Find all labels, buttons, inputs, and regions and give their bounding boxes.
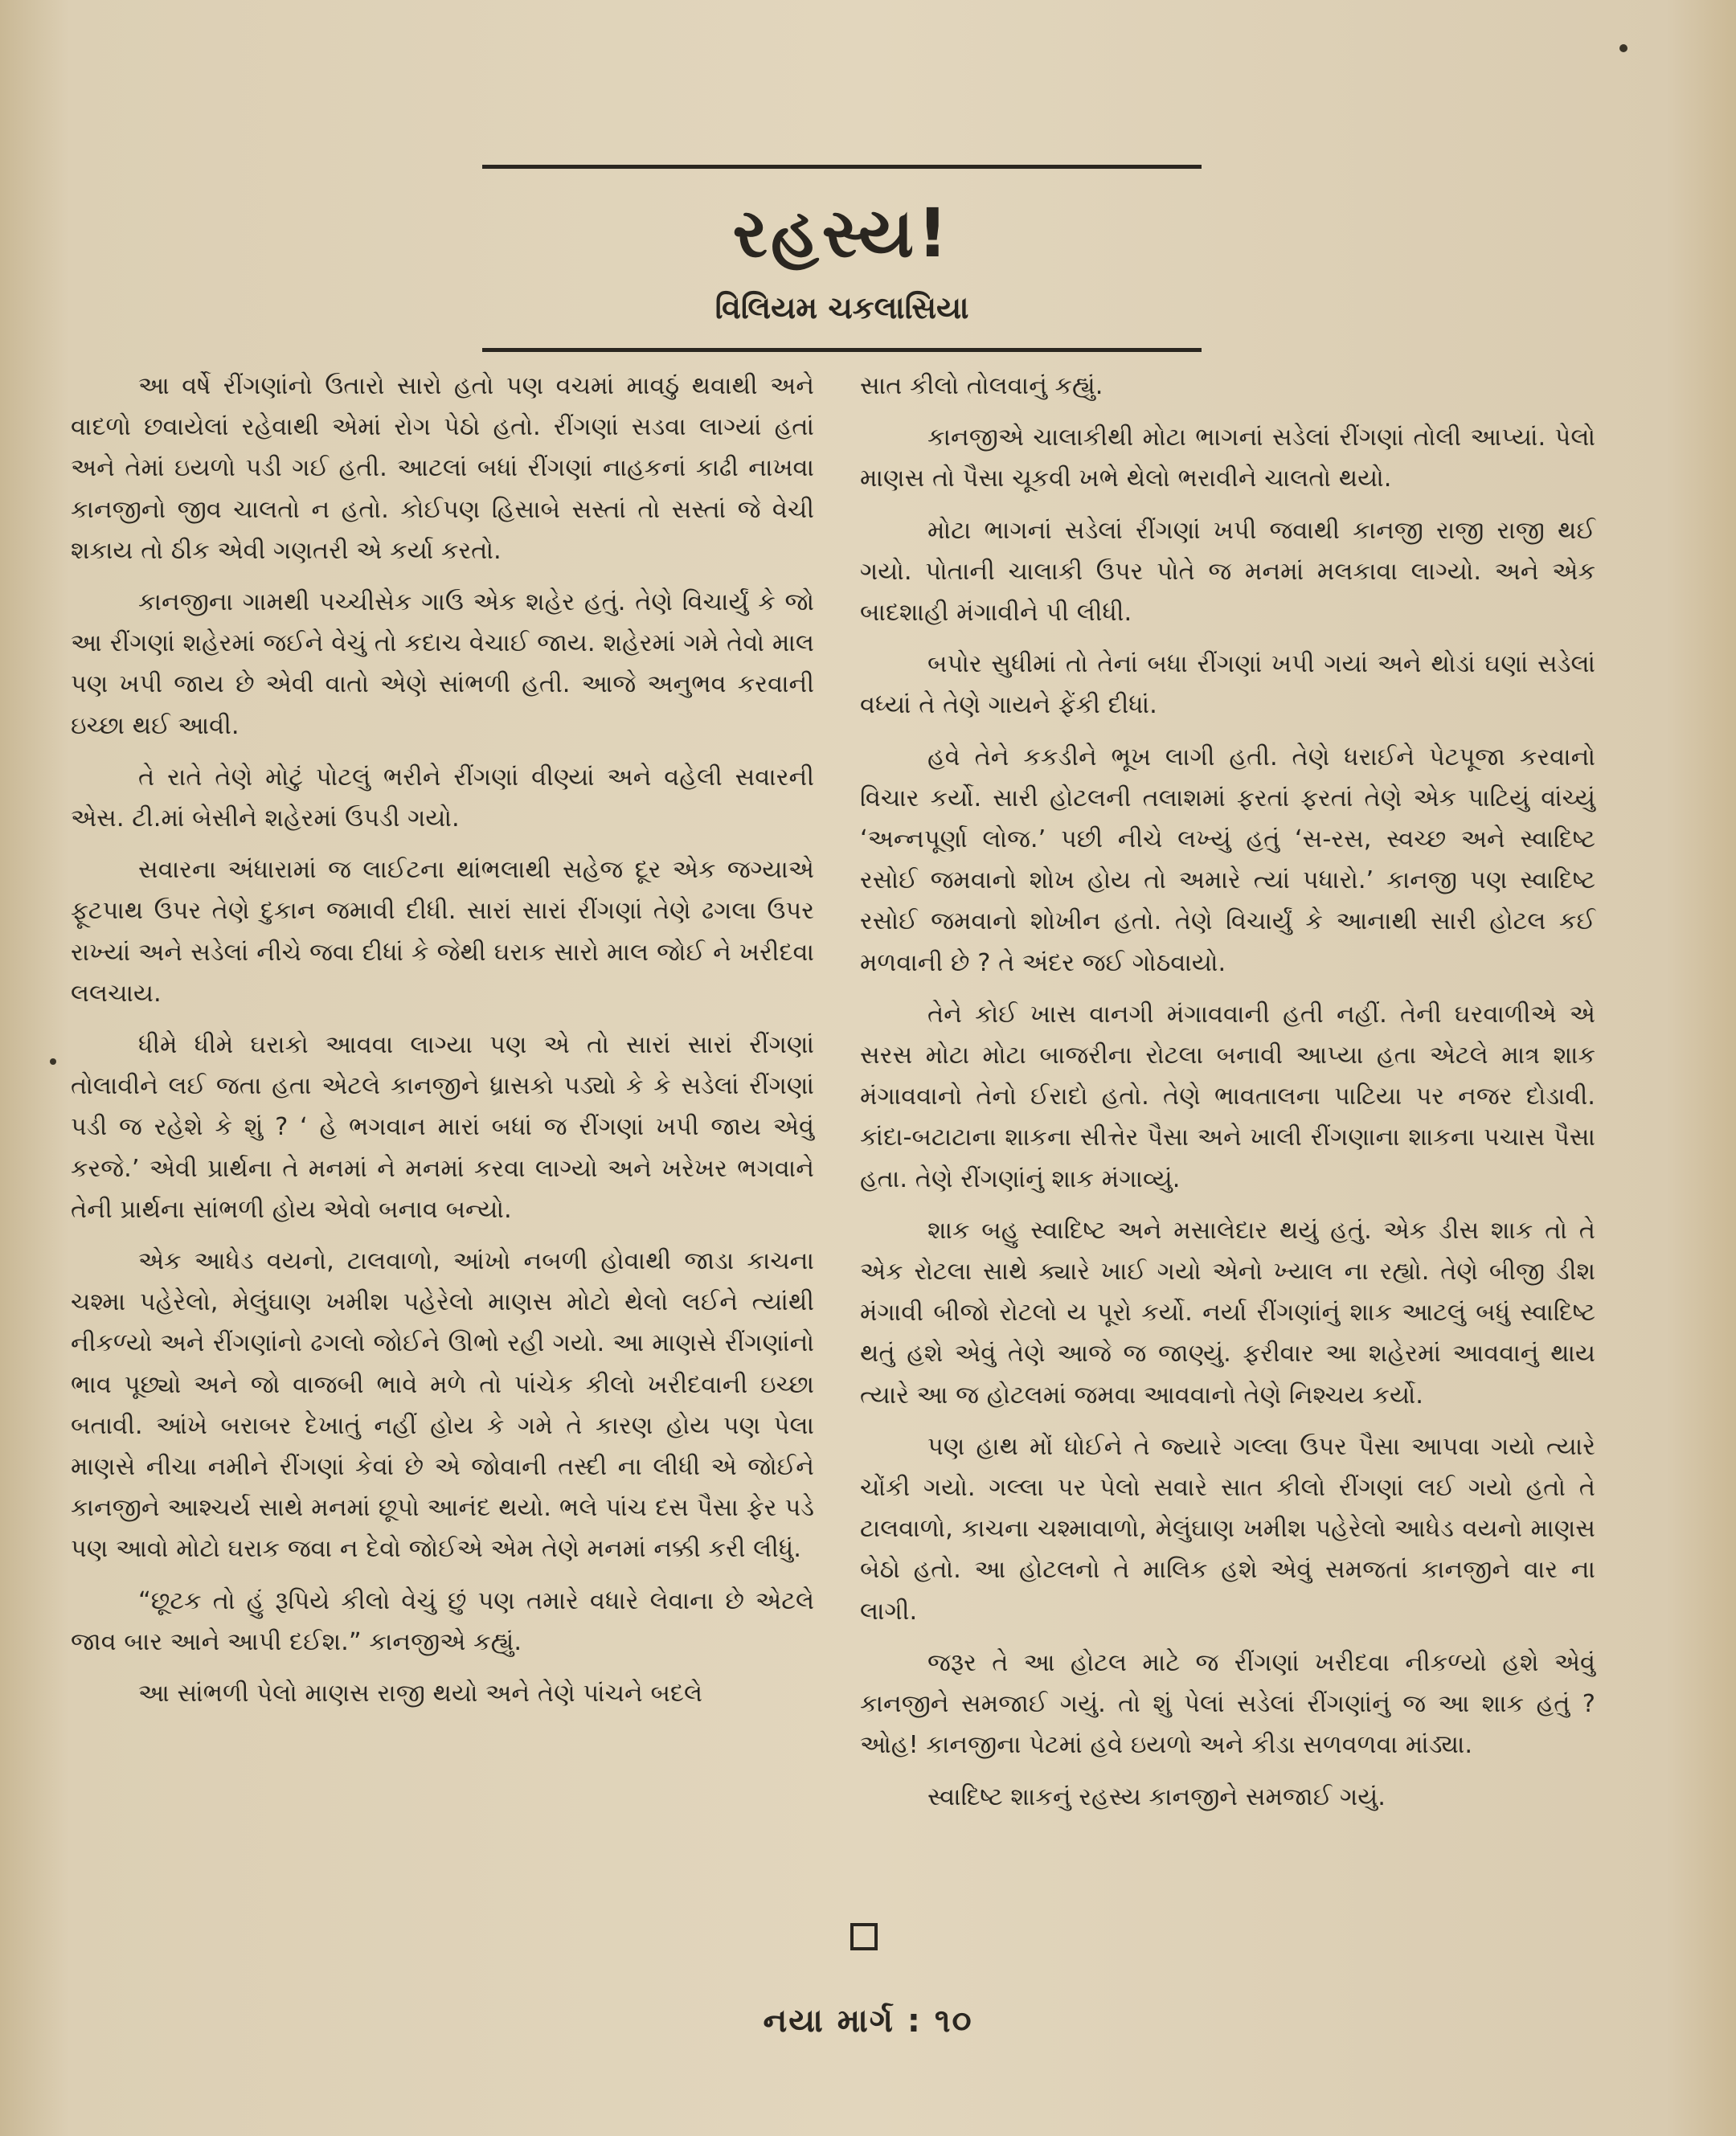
paragraph: શાક બહુ સ્વાદિષ્ટ અને મસાલેદાર થયું હતું. એક ડીસ શાક તો તે એક રોટલા સાથે ક્યારે ખાઈ ગયો એનો ખ્યાલ ના રહ્યો. તેણે બીજી ડીશ મંગાવી બીજો રોટલો ય પૂરો કર્યો. નર્યા રીંગણાંનું શાક આટલું બધું સ્વાદિષ્ટ થતું હશે એવું તેણે આજે જ જાણ્યું. ફરીવાર આ શહેરમાં આવવાનું થાય ત્યારે આ જ હોટલમાં જમવા આવવાનો તેણે નિશ્ચય કર્યો. (860, 1216, 1595, 1410)
article-author: વિલિયમ ચકલાસિયા (714, 290, 969, 325)
paragraph: “છૂટક તો હું રૂપિયે કીલો વેચું છું પણ તમારે વધારે લેવાના છે એટલે જાવ બાર આને આપી દઈશ.” કાનજીએ કહ્યું. (71, 1586, 814, 1656)
paragraph: ધીમે ધીમે ઘરાકો આવવા લાગ્યા પણ એ તો સારાં સારાં રીંગણાં તોલાવીને લઈ જતા હતા એટલે કાનજીને ધ્રાસકો પડ્યો કે કે સડેલાં રીંગણાં પડી જ રહેશે કે શું ? ‘ હે ભગવાન મારાં બધાં જ રીંગણાં ખપી જાય એવું કરજે.’ એવી પ્રાર્થના તે મનમાં ને મનમાં કરવા લાગ્યો અને ખરેખર ભગવાને તેની પ્રાર્થના સાંભળી હોય એવો બનાવ બન્યો. (71, 1031, 814, 1224)
paragraph: કાનજીના ગામથી પચ્ચીસેક ગાઉ એક શહેર હતું. તેણે વિચાર્યું કે જો આ રીંગણાં શહેરમાં જઈને વેચું તો કદાચ વેચાઈ જાય. શહેરમાં ગમે તેવો માલ પણ ખપી જાય છે એવી વાતો એણે સાંભળી હતી. આજે અનુભવ કરવાની ઇચ્છા થઈ આવી. (71, 588, 814, 740)
paragraph: આ સાંભળી પેલો માણસ રાજી થયો અને તેણે પાંચને બદલે (138, 1680, 703, 1708)
paragraph: જરૂર તે આ હોટલ માટે જ રીંગણાં ખરીદવા નીકળ્યો હશે એવું કાનજીને સમજાઈ ગયું. તો શું પેલાં સડેલાં રીંગણાંનું જ આ શાક હતું ? ઓહ! કાનજીના પેટમાં હવે ઇયળો અને કીડા સળવળવા માંડ્યા. (860, 1648, 1595, 1760)
paragraph-continuation: સાત કીલો તોલવાનું કહ્યું. (860, 372, 1103, 400)
left-text-column (71, 366, 814, 1725)
corner-speck (1619, 44, 1628, 52)
margin-speck (50, 1058, 56, 1065)
page-footer: નયા માર્ગ : ૧૦ (763, 2003, 973, 2040)
paragraph: મોટા ભાગનાં સડેલાં રીંગણાં ખપી જવાથી કાનજી રાજી રાજી થઈ ગયો. પોતાની ચાલાકી ઉપર પોતે જ મનમાં મલકાવા લાગ્યો. અને એક બાદશાહી મંગાવીને પી લીધી. (860, 516, 1595, 628)
paragraph: આ વર્ષે રીંગણાંનો ઉતારો સારો હતો પણ વચમાં માવઠું થવાથી અને વાદળો છવાયેલાં રહેવાથી એમાં રોગ પેઠો હતો. રીંગણાં સડવા લાગ્યાં હતાં અને તેમાં ઇયળો પડી ગઈ હતી. આટલાં બધાં રીંગણાં નાહકનાં કાઢી નાખવા કાનજીનો જીવ ચાલતો ન હતો. કોઈપણ હિસાબે સસ્તાં તો સસ્તાં જે વેચી શકાય તો ઠીક એવી ગણતરી એ કર્યા કરતો. (71, 372, 814, 565)
title-bottom-rule (482, 348, 1202, 352)
end-of-article-square-icon (850, 1923, 878, 1950)
paragraph: તે રાતે તેણે મોટું પોટલું ભરીને રીંગણાં વીણ્યાં અને વહેલી સવારની એસ. ટી.માં બેસીને શહેરમાં ઉપડી ગયો. (71, 763, 814, 833)
paragraph: કાનજીએ ચાલાકીથી મોટા ભાગનાં સડેલાં રીંગણાં તોલી આપ્યાં. પેલો માણસ તો પૈસા ચૂકવી ખભે થેલો ભરાવીને ચાલતો થયો. (860, 424, 1595, 493)
right-text-column (860, 366, 1595, 1828)
article-title: રહસ્ય! (732, 194, 952, 272)
paragraph: એક આધેડ વયનો, ટાલવાળો, આંખો નબળી હોવાથી જાડા કાચના ચશ્મા પહેરેલો, મેલુંઘાણ ખમીશ પહેરેલો માણસ મોટો થેલો લઈને ત્યાંથી નીકળ્યો અને રીંગણાંનો ઢગલો જોઈને ઊભો રહી ગયો. આ માણસે રીંગણાંનો ભાવ પૂછ્યો અને જો વાજબી ભાવે મળે તો પાંચેક કીલો ખરીદવાની ઇચ્છા બતાવી. આંખે બરાબર દેખાતું નહીં હોય કે ગમે તે કારણ હોય પણ પેલા માણસે નીચા નમીને રીંગણાં કેવાં છે એ જોવાની તસ્દી ના લીધી એ જોઈને કાનજીને આશ્ચર્ય સાથે મનમાં છૂપો આનંદ થયો. ભલે પાંચ દસ પૈસા ફેર પડે પણ આવો મોટો ઘરાક જવા ન દેવો જોઈએ એમ તેણે મનમાં નક્કી કરી લીધું. (71, 1247, 814, 1564)
paragraph: તેને કોઈ ખાસ વાનગી મંગાવવાની હતી નહીં. તેની ઘરવાળીએ એ સરસ મોટા મોટા બાજરીના રોટલા બનાવી આપ્યા હતા એટલે માત્ર શાક મંગાવવાનો તેનો ઈરાદો હતો. તેણે ભાવતાલના પાટિયા પર નજર દોડાવી. કાંદા-બટાટાના શાકના સીત્તેર પૈસા અને ખાલી રીંગણાના શાકના પચાસ પૈસા હતા. તેણે રીંગણાંનું શાક મંગાવ્યું. (860, 1000, 1595, 1193)
paragraph: બપોર સુધીમાં તો તેનાં બધા રીંગણાં ખપી ગયાં અને થોડાં ઘણાં સડેલાં વધ્યાં તે તેણે ગાયને ફેંકી દીધાં. (860, 650, 1595, 720)
paragraph: સ્વાદિષ્ટ શાકનું રહસ્ય કાનજીને સમજાઈ ગયું. (927, 1782, 1386, 1811)
paragraph: સવારના અંધારામાં જ લાઈટના થાંભલાથી સહેજ દૂર એક જગ્યાએ ફૂટપાથ ઉપર તેણે દુકાન જમાવી દીધી. સારાં સારાં રીંગણાં તેણે ઢગલા ઉપર રાખ્યાં અને સડેલાં નીચે જવા દીધાં કે જેથી ઘરાક સારો માલ જોઈ ને ખરીદવા લલચાય. (71, 856, 814, 1008)
paragraph: પણ હાથ મોં ધોઈને તે જ્યારે ગલ્લા ઉપર પૈસા આપવા ગયો ત્યારે ચોંકી ગયો. ગલ્લા પર પેલો સવારે સાત કીલો રીંગણાં લઈ ગયો હતો તે ટાલવાળો, કાચના ચશ્માવાળો, મેલુંઘાણ ખમીશ પહેરેલો આધેડ વયનો માણસ બેઠો હતો. આ હોટલનો તે માલિક હશે એવું સમજતાં કાનજીને વાર ના લાગી. (860, 1432, 1595, 1626)
paragraph: હવે તેને કકડીને ભૂખ લાગી હતી. તેણે ધરાઈને પેટપૂજા કરવાનો વિચાર કર્યો. સારી હોટલની તલાશમાં ફરતાં ફરતાં તેણે એક પાટિયું વાંચ્યું ‘અન્નપૂર્ણા લોજ.’ પછી નીચે લખ્યું હતું ‘સ-રસ, સ્વચ્છ અને સ્વાદિષ્ટ રસોઈ જમવાનો શોખ હોય તો અમારે ત્યાં પધારો.’ કાનજી પણ સ્વાદિષ્ટ રસોઈ જમવાનો શોખીન હતો. તેણે વિચાર્યું કે આનાથી સારી હોટલ કઈ મળવાની છે ? તે અંદર જઈ ગોઠવાયો. (860, 743, 1595, 977)
title-top-rule (482, 165, 1202, 169)
